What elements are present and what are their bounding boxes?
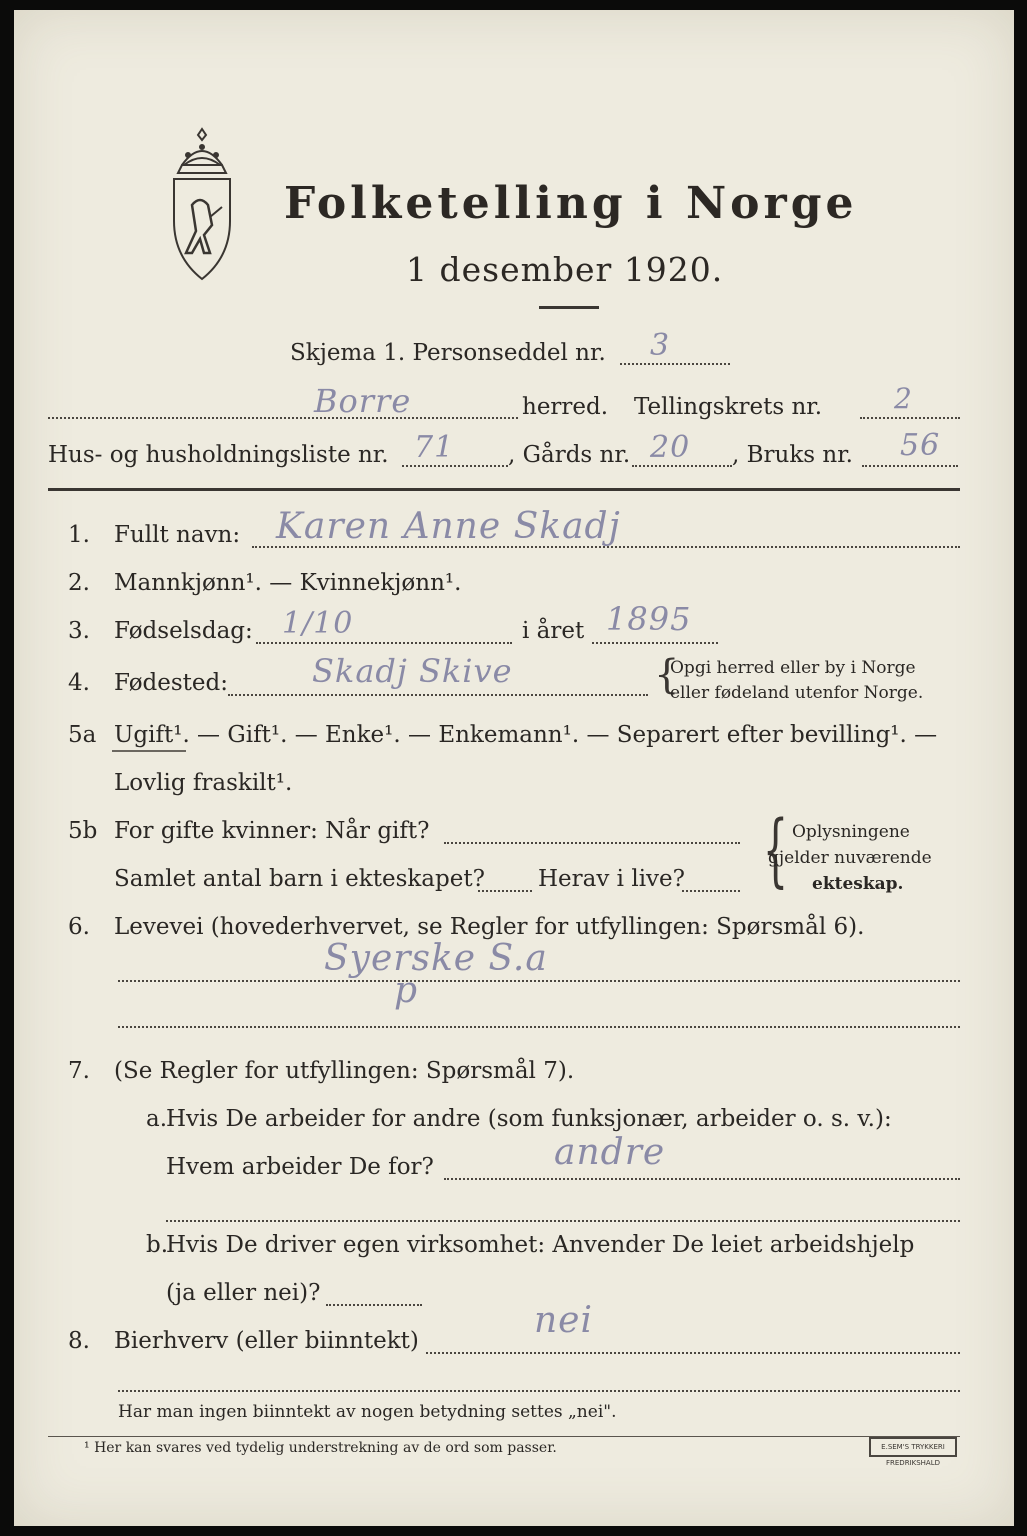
bruks-value: 56 xyxy=(900,428,941,463)
q7b-line1: Hvis De driver egen virksomhet: Anvender De leiet arbeidshjelp xyxy=(166,1232,915,1258)
q6-value-extra: p xyxy=(394,970,419,1011)
q5b-line1: For gifte kvinner: Når gift? xyxy=(114,818,430,844)
q1-label: Fullt navn: xyxy=(114,522,241,548)
q2-number: 2. xyxy=(68,570,90,596)
q6-label: Levevei (hovederhvervet, se Regler for utfyllingen: Spørsmål 6). xyxy=(114,914,865,940)
q3-year-value: 1895 xyxy=(606,600,692,638)
q8-value: nei xyxy=(534,1300,594,1341)
gards-value: 20 xyxy=(650,430,691,465)
q5a-line1: Ugift¹. — Gift¹. — Enke¹. — Enkemann¹. — Separert efter bevilling¹. — xyxy=(114,722,938,748)
tellingskrets-label: Tellingskrets nr. xyxy=(634,394,823,420)
q5b-line2: Samlet antal barn i ekteskapet? xyxy=(114,866,485,892)
tellingskrets-value: 2 xyxy=(894,382,913,415)
header-rule xyxy=(48,488,960,491)
q8-line xyxy=(426,1352,960,1354)
q1-number: 1. xyxy=(68,522,90,548)
q7b-number: b. xyxy=(146,1232,169,1258)
q4-note-line2: eller fødeland utenfor Norge. xyxy=(670,683,924,703)
ugift-underline xyxy=(112,750,186,752)
q5b-children-line xyxy=(478,890,532,892)
q6-number: 6. xyxy=(68,914,90,940)
person-no-value: 3 xyxy=(650,328,671,363)
page-title: Folketelling i Norge xyxy=(284,178,858,229)
q5b-note3: ekteskap. xyxy=(812,874,904,894)
census-form xyxy=(14,10,1014,1526)
q3-value: 1/10 xyxy=(282,606,354,641)
q8-line2 xyxy=(118,1390,960,1392)
herred-line xyxy=(48,417,518,419)
q5b-alive-line xyxy=(682,890,740,892)
q7a-line2: Hvem arbeider De for? xyxy=(166,1154,434,1180)
title-divider xyxy=(539,306,599,309)
q4-label: Fødested: xyxy=(114,670,229,696)
q3-number: 3. xyxy=(68,618,90,644)
q5b-note1: Oplysningene xyxy=(792,822,910,842)
hus-label: Hus- og husholdningsliste nr. xyxy=(48,442,389,468)
q4-line xyxy=(228,694,648,696)
q5b-number: 5b xyxy=(68,818,98,844)
printer-stamp: E.SEM'S TRYKKERI FREDRIKSHALD xyxy=(869,1437,957,1457)
tellingskrets-line xyxy=(860,417,960,419)
q3-year-label: i året xyxy=(522,618,585,644)
q6-line2 xyxy=(118,1026,960,1028)
footer-rule xyxy=(48,1436,960,1437)
herred-value: Borre xyxy=(314,382,412,420)
q5a-number: 5a xyxy=(68,722,97,748)
bruks-label: , Bruks nr. xyxy=(732,442,853,468)
gards-label: , Gårds nr. xyxy=(508,442,631,468)
bruks-line xyxy=(862,465,958,467)
q5a-line2: Lovlig fraskilt¹. xyxy=(114,770,293,796)
hus-value: 71 xyxy=(414,430,455,465)
q7a-line xyxy=(444,1178,960,1180)
footer-note: Har man ingen biinntekt av nogen betydning settes „nei". xyxy=(118,1402,617,1422)
q4-value: Skadj Skive xyxy=(312,652,513,690)
q5b-note2: gjelder nuværende xyxy=(768,848,932,868)
q7b-line2: (ja eller nei)? xyxy=(166,1280,321,1306)
q3-label: Fødselsdag: xyxy=(114,618,253,644)
person-no-line xyxy=(620,363,730,365)
q4-note-line1: Opgi herred eller by i Norge xyxy=(670,658,916,678)
q8-number: 8. xyxy=(68,1328,90,1354)
q1-value: Karen Anne Skadj xyxy=(276,506,621,547)
q5b-married-line xyxy=(444,842,740,844)
q5b-alive-label: Herav i live? xyxy=(538,866,685,892)
q6-line1 xyxy=(118,980,960,982)
q7a-value: andre xyxy=(554,1132,666,1173)
q5b-brace: { xyxy=(762,803,789,896)
q8-label: Bierhverv (eller biinntekt) xyxy=(114,1328,419,1354)
q3-line xyxy=(256,642,512,644)
gards-line xyxy=(632,465,732,467)
q6-value: Syerske S.a xyxy=(324,938,548,979)
q7a-line2-fill xyxy=(166,1220,960,1222)
q4-number: 4. xyxy=(68,670,90,696)
q7b-line xyxy=(326,1304,422,1306)
census-date: 1 desember 1920. xyxy=(406,250,724,289)
schema-label: Skjema 1. Personseddel nr. xyxy=(290,340,606,366)
q3-year-line xyxy=(592,642,718,644)
hus-line xyxy=(402,465,508,467)
herred-label: herred. xyxy=(522,394,609,420)
q7a-line1: Hvis De arbeider for andre (som funksjonær, arbeider o. s. v.): xyxy=(166,1106,892,1132)
footnote: ¹ Her kan svares ved tydelig understrekning av de ord som passer. xyxy=(84,1440,557,1456)
norway-coat-of-arms-icon xyxy=(164,125,240,290)
q4-brace: { xyxy=(654,652,680,698)
q2-label: Mannkjønn¹. — Kvinnekjønn¹. xyxy=(114,570,462,596)
q7-label: (Se Regler for utfyllingen: Spørsmål 7). xyxy=(114,1058,575,1084)
q7-number: 7. xyxy=(68,1058,90,1084)
q7a-number: a. xyxy=(146,1106,168,1132)
